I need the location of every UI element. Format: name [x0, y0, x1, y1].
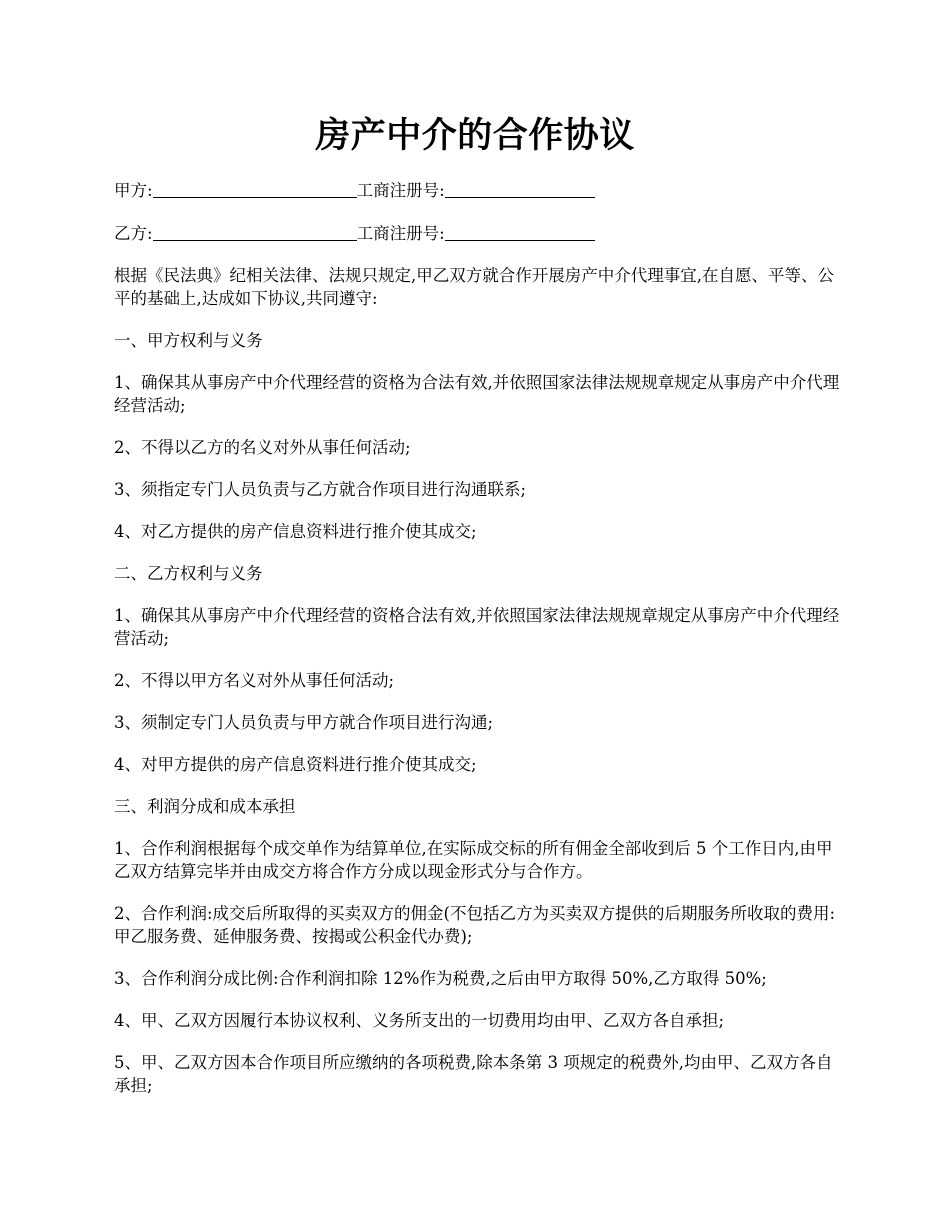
clause-item: 3、合作利润分成比例:合作利润扣除 12%作为税费,之后由甲方取得 50%,乙方取得 50%; [114, 969, 767, 988]
clause-item: 4、甲、乙双方因履行本协议权利、义务所支出的一切费用均由甲、乙双方各自承担; [114, 1011, 725, 1030]
party-b-name-blank [153, 223, 357, 241]
section-heading: 二、乙方权利与义务 [114, 564, 263, 583]
document-title: 房产中介的合作协议 [315, 115, 635, 156]
section-heading: 三、利润分成和成本承担 [114, 797, 296, 816]
clause-item: 4、对甲方提供的房产信息资料进行推介使其成交; [114, 755, 477, 774]
clause-item: 1、确保其从事房产中介代理经营的资格合法有效,并依照国家法律法规规章规定从事房产中介代理经营活动; [114, 606, 840, 648]
section-heading: 一、甲方权利与义务 [114, 331, 263, 350]
clause-item: 3、须制定专门人员负责与甲方就合作项目进行沟通; [114, 713, 494, 732]
intro-paragraph: 根据《民法典》纪相关法律、法规只规定,甲乙双方就合作开展房产中介代理事宜,在自愿、平等、公平的基础上,达成如下协议,共同遵守: [114, 266, 834, 308]
party-a-name-blank [153, 180, 357, 198]
clause-item: 5、甲、乙双方因本合作项目所应缴纳的各项税费,除本条第 3 项规定的税费外,均由甲、乙双方各自承担; [114, 1053, 833, 1095]
clause-item: 1、合作利润根据每个成交单作为结算单位,在实际成交标的所有佣金全部收到后 5 个工作日内,由甲乙双方结算完毕并由成交方将合作方分成以现金形式分与合作方。 [114, 839, 833, 881]
party-a-label: 甲方: [114, 181, 153, 200]
clause-item: 4、对乙方提供的房产信息资料进行推介使其成交; [114, 522, 477, 541]
clause-item: 2、合作利润:成交后所取得的买卖双方的佣金(不包括乙方为买卖双方提供的后期服务所收取的费用:甲乙服务费、延伸服务费、按揭或公积金代办费); [114, 904, 836, 946]
document-body [114, 178, 844, 1116]
clause-item: 2、不得以乙方的名义对外从事任何活动; [114, 438, 411, 457]
party-a-line [114, 178, 844, 202]
party-b-reg-label: 工商注册号: [356, 224, 445, 243]
party-b-line [114, 221, 844, 245]
clause-item: 3、须指定专门人员负责与乙方就合作项目进行沟通联系; [114, 480, 527, 499]
party-a-reg-blank [445, 180, 595, 198]
clause-item: 2、不得以甲方名义对外从事任何活动; [114, 671, 395, 690]
clause-item: 1、确保其从事房产中介代理经营的资格为合法有效,并依照国家法律法规规章规定从事房产中介代理经营活动; [114, 373, 840, 415]
party-a-reg-label: 工商注册号: [356, 181, 445, 200]
party-b-reg-blank [445, 223, 595, 241]
party-b-label: 乙方: [114, 224, 153, 243]
